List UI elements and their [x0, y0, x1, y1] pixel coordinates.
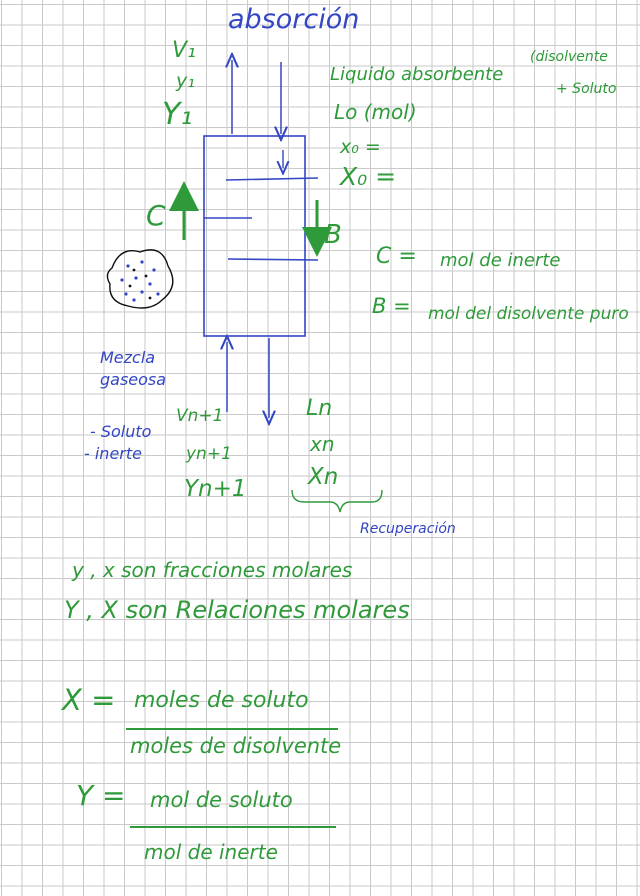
label-Xn: Xn: [308, 464, 339, 490]
label-y1: y₁: [176, 70, 195, 92]
formula-Y-denominator: mol de inerte: [144, 840, 278, 864]
liquid-label: Liquido absorbente: [330, 64, 504, 85]
particle-dots: [120, 260, 159, 301]
gas-label-line1: Mezcla: [100, 348, 156, 367]
label-Ln: Ln: [306, 396, 333, 421]
particle-dots-dark: [129, 269, 152, 300]
def-C-symbol: C =: [376, 244, 417, 269]
label-L0: Lo (mol): [334, 100, 417, 124]
formula-Y-numerator: mol de soluto: [150, 788, 293, 812]
flow-label-C: C: [146, 199, 166, 232]
label-Y1: Y₁: [162, 97, 193, 132]
formula-Y-fraction-bar: [130, 826, 336, 828]
gas-item-inerte: - inerte: [84, 444, 142, 463]
recovery-brace: [292, 490, 382, 512]
label-X0: X₀ =: [340, 162, 397, 191]
gas-item-soluto: - Soluto: [90, 422, 152, 441]
particle-blob: [107, 250, 172, 308]
page-title: absorción: [228, 4, 360, 35]
tray-3: [228, 259, 318, 260]
label-yn1: yn+1: [186, 444, 232, 464]
def-C-text: mol de inerte: [440, 250, 561, 271]
gas-label-line2: gaseosa: [100, 370, 167, 389]
flow-label-B: B: [324, 220, 342, 250]
liquid-note-line1: (disolvente: [530, 49, 608, 65]
formula-X-fraction-bar: [126, 728, 338, 730]
column-body: [204, 136, 305, 336]
recovery-label: Recuperación: [360, 521, 456, 537]
formula-X-numerator: moles de soluto: [134, 688, 309, 713]
label-xn: xn: [310, 432, 335, 456]
formula-X-denominator: moles de disolvente: [130, 734, 342, 758]
label-Yn1: Yn+1: [184, 476, 247, 502]
label-V1: V₁: [172, 38, 196, 63]
liquid-note-line2: + Soluto: [556, 81, 617, 97]
formula-X-lhs: X =: [62, 683, 116, 717]
label-x0: x₀ =: [340, 136, 381, 158]
label-Vn1: Vn+1: [176, 406, 224, 426]
formula-Y-lhs: Y =: [76, 779, 126, 812]
def-B-symbol: B =: [372, 294, 411, 318]
note-line-1: y , x son fracciones molares: [72, 558, 353, 582]
note-line-2: Y , X son Relaciones molares: [64, 596, 410, 624]
def-B-text: mol del disolvente puro: [428, 304, 629, 324]
